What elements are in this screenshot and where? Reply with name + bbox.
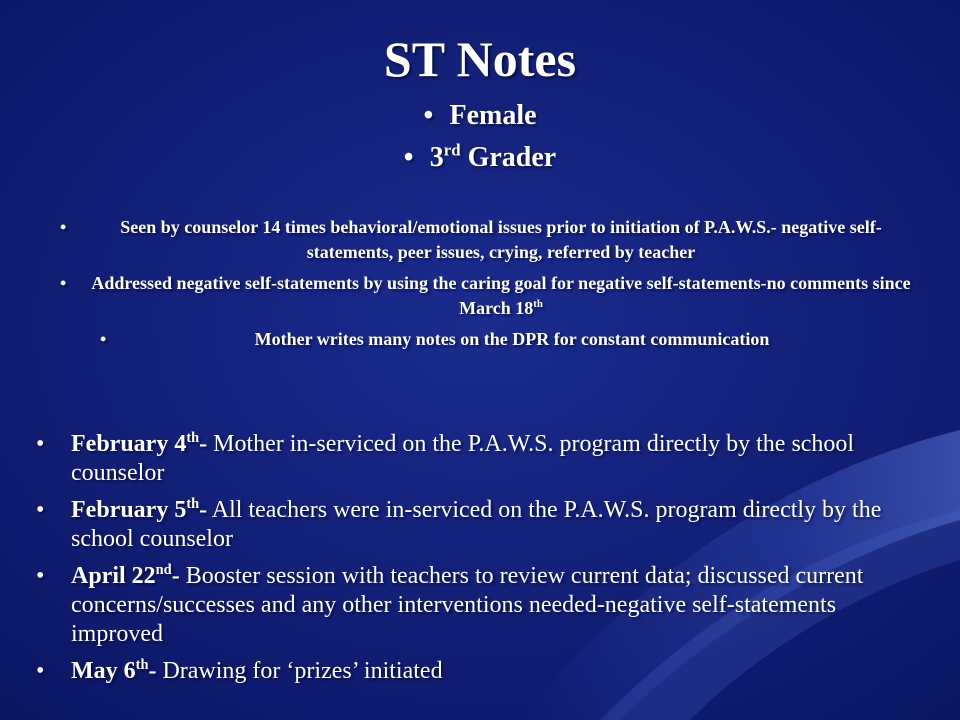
bullet-icon: • [36, 563, 45, 589]
subtitle-list [0, 100, 960, 184]
timeline-list [36, 430, 916, 694]
list-item: • Seen by counselor 14 times behavioral/emotional issues prior to initiation of P.A.W.S.- negative self-statements, peer issues, crying, referred by teacher [60, 217, 882, 262]
list-item: • Female [423, 100, 537, 131]
list-item: • Mother writes many notes on the DPR for constant communication [100, 327, 902, 352]
list-item: • April 22nd- Booster session with teachers to review current data; discussed current concerns/successes and any other interventions needed-negative self-statements improved [36, 562, 864, 647]
bullet-icon: • [36, 497, 45, 523]
list-item: • May 6th- Drawing for ‘prizes’ initiated [36, 657, 443, 684]
bullet-icon: • [60, 217, 67, 237]
list-item: • February 5th- All teachers were in-serviced on the P.A.W.S. program directly by the school counselor [36, 496, 882, 552]
bullet-icon: • [403, 142, 414, 173]
bullet-icon: • [423, 100, 434, 131]
bullet-icon: • [36, 658, 45, 684]
slide-title: ST Notes [383, 31, 577, 87]
notes-list [60, 215, 920, 358]
list-item: • February 4th- Mother in-serviced on the P.A.W.S. program directly by the school counselor [36, 430, 855, 486]
list-item: • Addressed negative self-statements by using the caring goal for negative self-statements-no comments since March 18th [60, 273, 911, 318]
list-item: • 3rd Grader [403, 140, 557, 173]
bullet-icon: • [100, 329, 107, 349]
bullet-icon: • [60, 273, 67, 293]
bullet-icon: • [36, 431, 45, 457]
